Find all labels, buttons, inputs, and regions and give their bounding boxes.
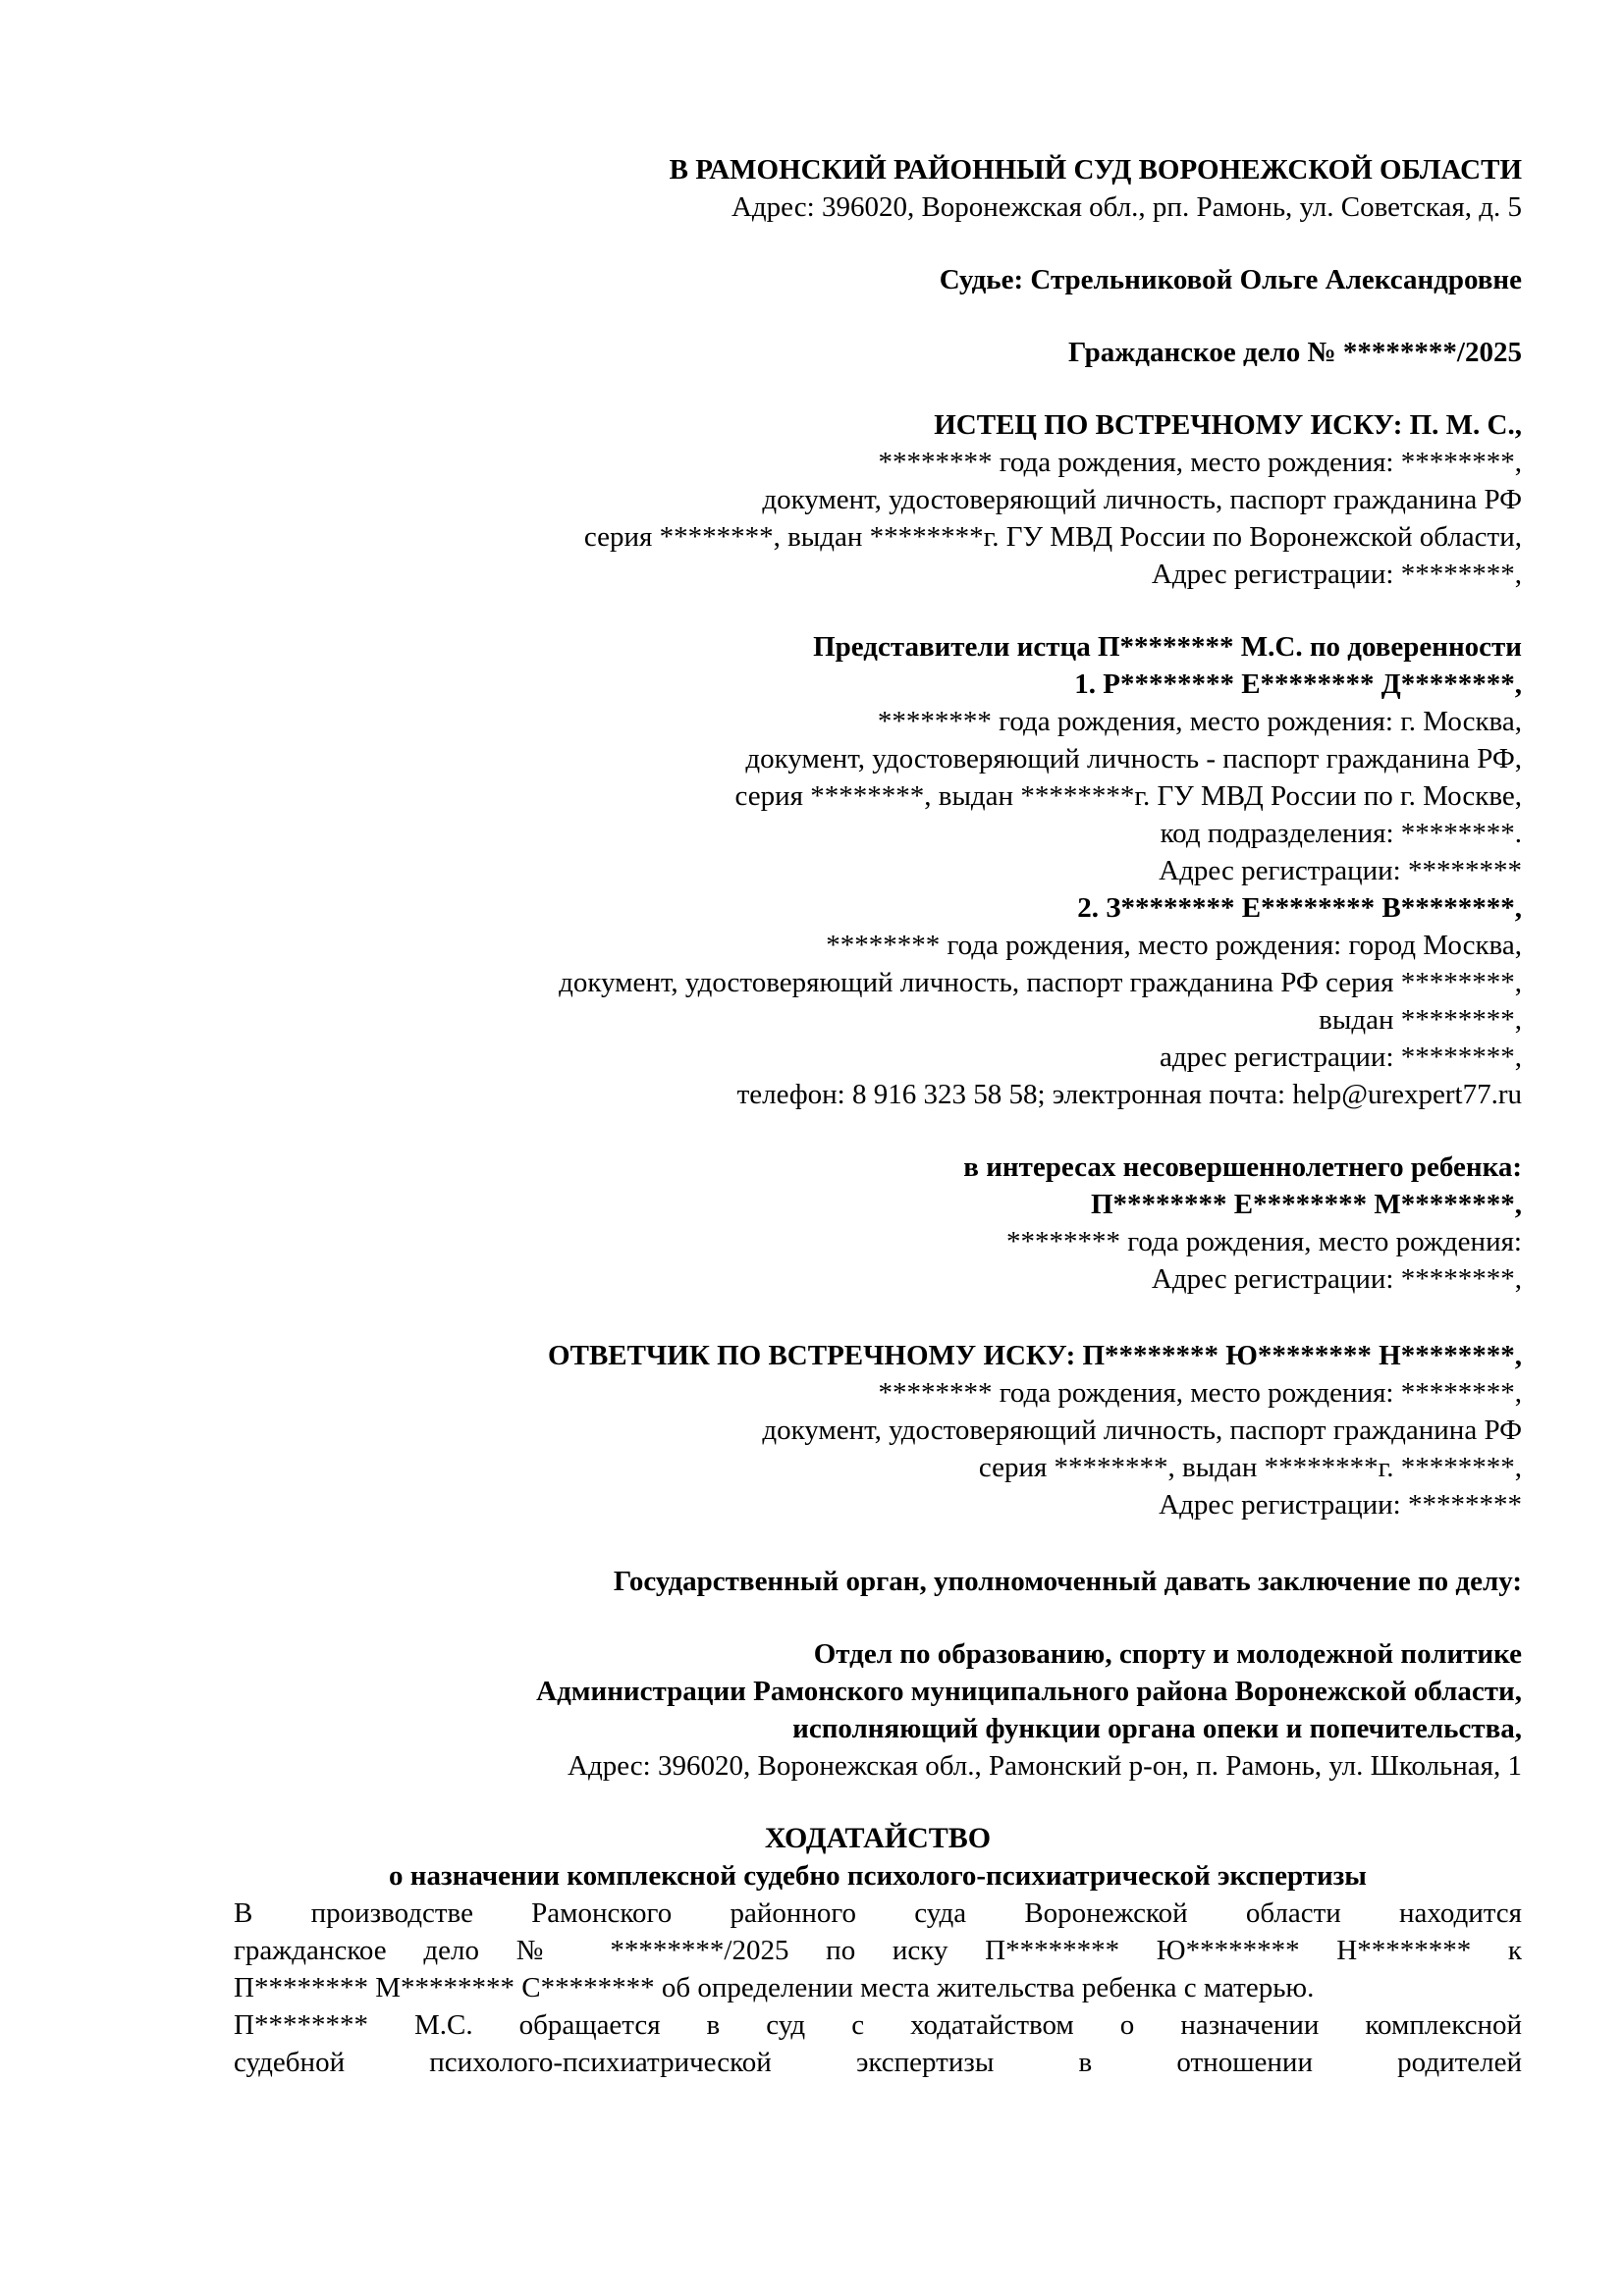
representative-1-line: ******** года рождения, место рождения: г. Москва,: [877, 706, 1522, 737]
petition-paragraph-1-end: П******** М******** С******** об определении места жительства ребенка с матерью.: [234, 1972, 1315, 2003]
defendant-line: ******** года рождения, место рождения: ********,: [878, 1377, 1522, 1409]
petition-title: ХОДАТАЙСТВО: [764, 1822, 992, 1854]
child-line: ******** года рождения, место рождения:: [1005, 1226, 1522, 1257]
authority-heading: Государственный орган, уполномоченный давать заключение по делу:: [613, 1566, 1522, 1597]
representative-1-line: документ, удостоверяющий личность - паспорт гражданина РФ,: [745, 743, 1522, 774]
paragraph-text: В производстве Рамонского районного суда Воронежской области находится: [234, 1897, 1522, 1929]
document-page: [234, 151, 1522, 2081]
representative-2-line: ******** года рождения, место рождения: город Москва,: [826, 930, 1522, 961]
representatives-heading: Представители истца П******** М.С. по доверенности: [813, 631, 1522, 663]
case-number: Гражданское дело № ********/2025: [1068, 337, 1522, 368]
petition-subtitle: о назначении комплексной судебно психолого-психиатрической экспертизы: [389, 1860, 1367, 1892]
representative-2-line: адрес регистрации: ********,: [1159, 1041, 1522, 1073]
representative-2-contacts: телефон: 8 916 323 58 58; электронная почта: help@urexpert77.ru: [736, 1079, 1522, 1110]
defendant-heading: ОТВЕТЧИК ПО ВСТРЕЧНОМУ ИСКУ: П******** Ю******** Н********,: [548, 1340, 1522, 1371]
authority-address: Адрес: 396020, Воронежская обл., Рамонский р-он, п. Рамонь, ул. Школьная, 1: [568, 1750, 1522, 1782]
plaintiff-line: документ, удостоверяющий личность, паспорт гражданина РФ: [762, 484, 1522, 515]
petition-paragraph-2: [234, 2006, 1522, 2044]
petition-paragraph-1: [234, 1895, 1522, 1932]
child-heading: в интересах несовершеннолетнего ребенка:: [963, 1151, 1522, 1183]
defendant-line: Адрес регистрации: ********: [1159, 1489, 1522, 1521]
representative-2-line: выдан ********,: [1319, 1004, 1522, 1036]
representative-2-line: документ, удостоверяющий личность, паспорт гражданина РФ серия ********,: [559, 967, 1522, 998]
representative-1-line: Адрес регистрации: ********: [1159, 855, 1522, 886]
representative-2-name: 2. З******** Е******** В********,: [1077, 892, 1522, 924]
authority-name-line: Администрации Рамонского муниципального района Воронежской области,: [536, 1676, 1522, 1707]
authority-name-line: исполняющий функции органа опеки и попечительства,: [792, 1713, 1522, 1744]
defendant-line: серия ********, выдан ********г. ********,: [978, 1452, 1522, 1483]
plaintiff-line: ******** года рождения, место рождения: ********,: [878, 447, 1522, 478]
representative-1-line: серия ********, выдан ********г. ГУ МВД России по г. Москве,: [734, 780, 1522, 812]
representative-1-line: код подразделения: ********.: [1160, 818, 1522, 849]
plaintiff-heading: ИСТЕЦ ПО ВСТРЕЧНОМУ ИСКУ: П. М. С.,: [934, 409, 1522, 441]
representative-1-name: 1. Р******** Е******** Д********,: [1074, 668, 1522, 700]
defendant-line: документ, удостоверяющий личность, паспорт гражданина РФ: [762, 1415, 1522, 1446]
child-name: П******** Е******** М********,: [1090, 1189, 1522, 1220]
judge-line: Судье: Стрельниковой Ольге Александровне: [939, 264, 1522, 295]
court-address: Адрес: 396020, Воронежская обл., рп. Рамонь, ул. Советская, д. 5: [731, 191, 1522, 223]
child-line: Адрес регистрации: ********,: [1151, 1263, 1522, 1295]
court-title: В РАМОНСКИЙ РАЙОННЫЙ СУД ВОРОНЕЖСКОЙ ОБЛАСТИ: [669, 154, 1522, 186]
paragraph-text: П******** М.С. обращается в суд с ходатайством о назначении комплексной: [234, 2009, 1522, 2041]
authority-name-line: Отдел по образованию, спорту и молодежной политике: [813, 1638, 1522, 1670]
petition-paragraph-1-cont: гражданское дело № ********/2025 по иску П******** Ю******** Н******** к: [234, 1935, 1522, 1966]
petition-paragraph-2-cont: судебной психолого-психиатрической экспертизы в отношении родителей: [234, 2047, 1522, 2078]
plaintiff-line: серия ********, выдан ********г. ГУ МВД России по Воронежской области,: [583, 521, 1522, 553]
plaintiff-line: Адрес регистрации: ********,: [1151, 559, 1522, 590]
